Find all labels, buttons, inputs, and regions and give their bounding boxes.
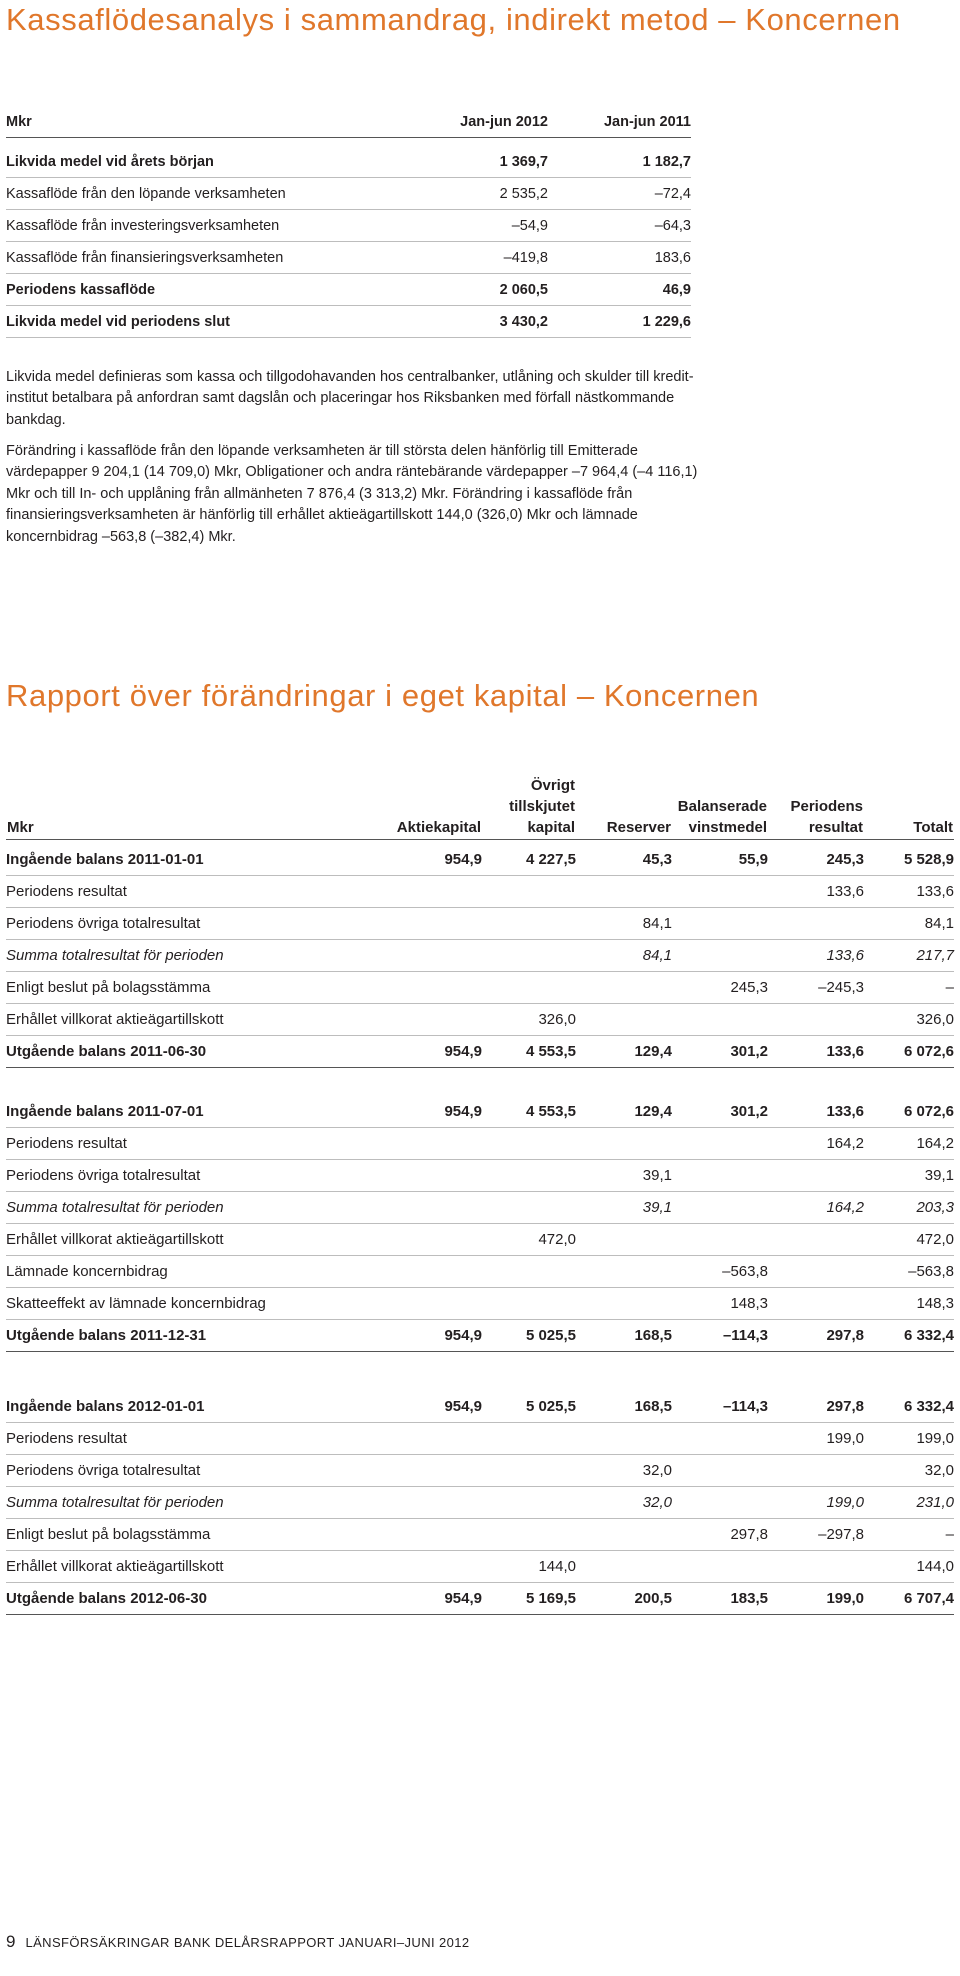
cell-value <box>672 1128 768 1160</box>
column-header: Periodens resultat <box>768 768 864 840</box>
cell-value <box>482 1192 576 1224</box>
table-row <box>6 1096 954 1128</box>
table-row <box>6 274 691 306</box>
table-row <box>6 306 691 338</box>
row-label: Periodens övriga totalresultat <box>6 1455 386 1487</box>
cell-value: 133,6 <box>768 1096 864 1128</box>
cell-value <box>386 1160 482 1192</box>
cell-value: 133,6 <box>864 876 954 908</box>
cell-value: 183,5 <box>672 1583 768 1615</box>
cell-value: 6 332,4 <box>864 1320 954 1352</box>
cell-value <box>768 1004 864 1036</box>
cell-value: 133,6 <box>768 940 864 972</box>
cell-value: 6 332,4 <box>864 1391 954 1423</box>
cell-value: 1 229,6 <box>548 306 691 338</box>
cell-value <box>386 1192 482 1224</box>
cell-value <box>672 1487 768 1519</box>
cell-value: 297,8 <box>768 1391 864 1423</box>
cell-value: 203,3 <box>864 1192 954 1224</box>
column-header: Balanserade vinstmedel <box>672 768 768 840</box>
table-row <box>6 1192 954 1224</box>
cell-value <box>386 1004 482 1036</box>
cell-value <box>672 1551 768 1583</box>
footer-text: LÄNSFÖRSÄKRINGAR BANK DELÅRSRAPPORT JANUARI–JUNI 2012 <box>25 1935 470 1950</box>
cell-value <box>672 876 768 908</box>
cell-value: 199,0 <box>768 1487 864 1519</box>
cash-definition-note: Likvida medel definieras som kassa och tillgodohavanden hos centralbanker, utlåning och skulder till kreditinstitut betalbara på anfordran samt dagslån och placeringar hos Riksbanken med förfall nästkommande bankdag. <box>6 369 694 428</box>
row-label: Likvida medel vid årets början <box>6 138 406 178</box>
cell-value: 32,0 <box>576 1487 672 1519</box>
cell-value: 6 707,4 <box>864 1583 954 1615</box>
table-row <box>6 1551 954 1583</box>
cell-value: 199,0 <box>768 1423 864 1455</box>
cell-value <box>768 1224 864 1256</box>
cell-value: 301,2 <box>672 1036 768 1068</box>
cell-value: 954,9 <box>386 844 482 876</box>
row-label: Lämnade koncernbidrag <box>6 1256 386 1288</box>
cell-value <box>482 940 576 972</box>
cell-value: 231,0 <box>864 1487 954 1519</box>
table-row <box>6 844 954 876</box>
cell-value: 148,3 <box>864 1288 954 1320</box>
cell-value <box>386 1487 482 1519</box>
cell-value <box>672 1192 768 1224</box>
cashflow-table <box>6 106 691 338</box>
cell-value: –114,3 <box>672 1320 768 1352</box>
row-label: Enligt beslut på bolagsstämma <box>6 1519 386 1551</box>
cell-value: 1 182,7 <box>548 138 691 178</box>
row-label: Ingående balans 2011-01-01 <box>6 844 386 876</box>
cell-value: 326,0 <box>864 1004 954 1036</box>
cell-value: 164,2 <box>864 1128 954 1160</box>
cell-value: 6 072,6 <box>864 1096 954 1128</box>
cell-value <box>672 1004 768 1036</box>
cell-value <box>576 1288 672 1320</box>
column-header: Mkr <box>6 768 386 840</box>
cell-value <box>482 972 576 1004</box>
cell-value: –245,3 <box>768 972 864 1004</box>
table-row <box>6 1160 954 1192</box>
cashflow-title: Kassaflödesanalys i sammandrag, indirekt metod – Koncernen <box>6 2 901 37</box>
cell-value: 129,4 <box>576 1036 672 1068</box>
cell-value: 46,9 <box>548 274 691 306</box>
cell-value: 954,9 <box>386 1036 482 1068</box>
cell-value <box>576 876 672 908</box>
cell-value <box>386 940 482 972</box>
row-label: Ingående balans 2011-07-01 <box>6 1096 386 1128</box>
cell-value: 133,6 <box>768 876 864 908</box>
cell-value <box>576 1256 672 1288</box>
cell-value: 5 025,5 <box>482 1320 576 1352</box>
cell-value: 4 227,5 <box>482 844 576 876</box>
cell-value <box>386 1256 482 1288</box>
table-row <box>6 1036 954 1068</box>
cell-value <box>672 940 768 972</box>
row-label: Periodens resultat <box>6 876 386 908</box>
equity-block-2011-h1 <box>6 844 954 1068</box>
cell-value: 144,0 <box>864 1551 954 1583</box>
cell-value <box>768 1551 864 1583</box>
cell-value: –563,8 <box>672 1256 768 1288</box>
equity-table-header <box>6 768 954 840</box>
cell-value <box>386 1519 482 1551</box>
cell-value: 199,0 <box>768 1583 864 1615</box>
cell-value: – <box>864 1519 954 1551</box>
cell-value: 39,1 <box>576 1160 672 1192</box>
cell-value: 148,3 <box>672 1288 768 1320</box>
table-row <box>6 1128 954 1160</box>
cell-value <box>576 1423 672 1455</box>
cell-value: 39,1 <box>576 1192 672 1224</box>
cell-value <box>482 1455 576 1487</box>
cell-value: 297,8 <box>672 1519 768 1551</box>
cell-value: –64,3 <box>548 210 691 242</box>
cell-value: –563,8 <box>864 1256 954 1288</box>
table-row <box>6 972 954 1004</box>
row-label: Erhållet villkorat aktieägartillskott <box>6 1004 386 1036</box>
cell-value: – <box>864 972 954 1004</box>
column-header: Reserver <box>576 768 672 840</box>
cell-value: 32,0 <box>576 1455 672 1487</box>
cell-value: 2 060,5 <box>406 274 548 306</box>
cell-value: 301,2 <box>672 1096 768 1128</box>
cell-value <box>386 972 482 1004</box>
cell-value: 2 535,2 <box>406 178 548 210</box>
cell-value: 3 430,2 <box>406 306 548 338</box>
table-row <box>6 1455 954 1487</box>
cell-value <box>672 1160 768 1192</box>
cell-value: 84,1 <box>576 908 672 940</box>
cell-value <box>482 1288 576 1320</box>
column-header: Jan-jun 2011 <box>548 106 691 138</box>
cell-value <box>768 1256 864 1288</box>
cell-value: 144,0 <box>482 1551 576 1583</box>
column-header: Övrigt tillskjutet kapital <box>482 768 576 840</box>
row-label: Likvida medel vid periodens slut <box>6 306 406 338</box>
cell-value: 5 025,5 <box>482 1391 576 1423</box>
cell-value <box>386 1455 482 1487</box>
row-label: Utgående balans 2011-06-30 <box>6 1036 386 1068</box>
cell-value: 183,6 <box>548 242 691 274</box>
table-header-row <box>6 106 691 138</box>
cell-value: 55,9 <box>672 844 768 876</box>
cell-value: –72,4 <box>548 178 691 210</box>
cell-value: –114,3 <box>672 1391 768 1423</box>
row-label: Periodens kassaflöde <box>6 274 406 306</box>
cell-value <box>482 876 576 908</box>
row-label: Skatteeffekt av lämnade koncernbidrag <box>6 1288 386 1320</box>
cell-value <box>482 908 576 940</box>
page-footer <box>6 1932 470 1952</box>
cell-value: –419,8 <box>406 242 548 274</box>
column-header: Totalt <box>864 768 954 840</box>
table-row <box>6 1583 954 1615</box>
table-row <box>6 940 954 972</box>
cell-value: 45,3 <box>576 844 672 876</box>
cell-value <box>576 1519 672 1551</box>
table-row <box>6 876 954 908</box>
cell-value <box>482 1128 576 1160</box>
equity-title: Rapport över förändringar i eget kapital – Koncernen <box>6 678 760 713</box>
table-row <box>6 178 691 210</box>
column-header: Aktiekapital <box>386 768 482 840</box>
cell-value <box>576 1004 672 1036</box>
cell-value: 4 553,5 <box>482 1036 576 1068</box>
table-row <box>6 210 691 242</box>
cell-value <box>386 1224 482 1256</box>
cell-value <box>386 1423 482 1455</box>
cell-value: 199,0 <box>864 1423 954 1455</box>
cell-value: 5 169,5 <box>482 1583 576 1615</box>
cell-value <box>576 1224 672 1256</box>
cell-value <box>672 1224 768 1256</box>
cell-value <box>768 1160 864 1192</box>
row-label: Kassaflöde från den löpande verksamheten <box>6 178 406 210</box>
cell-value: 133,6 <box>768 1036 864 1068</box>
cell-value: –54,9 <box>406 210 548 242</box>
cell-value <box>768 1455 864 1487</box>
cell-value: 245,3 <box>672 972 768 1004</box>
cell-value: 164,2 <box>768 1128 864 1160</box>
cell-value: 164,2 <box>768 1192 864 1224</box>
cell-value: 5 528,9 <box>864 844 954 876</box>
cell-value <box>482 1487 576 1519</box>
cell-value <box>386 908 482 940</box>
cell-value <box>482 1423 576 1455</box>
cell-value: 168,5 <box>576 1320 672 1352</box>
cell-value <box>768 1288 864 1320</box>
cell-value <box>482 1160 576 1192</box>
table-row <box>6 1391 954 1423</box>
row-label: Periodens övriga totalresultat <box>6 1160 386 1192</box>
cell-value: 217,7 <box>864 940 954 972</box>
row-label: Erhållet villkorat aktieägartillskott <box>6 1224 386 1256</box>
cell-value: 954,9 <box>386 1320 482 1352</box>
cell-value: 245,3 <box>768 844 864 876</box>
equity-block-2011-h2 <box>6 1096 954 1352</box>
table-row <box>6 138 691 178</box>
column-header: Mkr <box>6 106 406 138</box>
cell-value <box>386 876 482 908</box>
row-label: Utgående balans 2012-06-30 <box>6 1583 386 1615</box>
cell-value: –297,8 <box>768 1519 864 1551</box>
row-label: Kassaflöde från finansieringsverksamheten <box>6 242 406 274</box>
cell-value: 4 553,5 <box>482 1096 576 1128</box>
row-label: Summa totalresultat för perioden <box>6 1192 386 1224</box>
row-label: Periodens resultat <box>6 1128 386 1160</box>
row-label: Summa totalresultat för perioden <box>6 1487 386 1519</box>
cell-value <box>386 1128 482 1160</box>
cell-value: 472,0 <box>864 1224 954 1256</box>
row-label: Kassaflöde från investeringsverksamheten <box>6 210 406 242</box>
cell-value: 200,5 <box>576 1583 672 1615</box>
row-label: Ingående balans 2012-01-01 <box>6 1391 386 1423</box>
table-row <box>6 908 954 940</box>
cell-value: 954,9 <box>386 1096 482 1128</box>
cell-value <box>672 1455 768 1487</box>
table-row <box>6 1224 954 1256</box>
row-label: Utgående balans 2011-12-31 <box>6 1320 386 1352</box>
table-row <box>6 1487 954 1519</box>
table-row <box>6 1320 954 1352</box>
cell-value <box>672 1423 768 1455</box>
cell-value: 954,9 <box>386 1391 482 1423</box>
cell-value: 472,0 <box>482 1224 576 1256</box>
table-header-row <box>6 768 954 840</box>
cell-value: 6 072,6 <box>864 1036 954 1068</box>
cell-value <box>576 1551 672 1583</box>
cell-value: 1 369,7 <box>406 138 548 178</box>
column-header: Jan-jun 2012 <box>406 106 548 138</box>
cell-value: 129,4 <box>576 1096 672 1128</box>
cell-value: 84,1 <box>864 908 954 940</box>
table-row <box>6 1256 954 1288</box>
row-label: Periodens övriga totalresultat <box>6 908 386 940</box>
cashflow-commentary: Förändring i kassaflöde från den löpande verksamheten är till största delen hänförlig till Emitterade värdepapper 9 204,1 (14 709,0) Mkr, Obligationer och andra räntebärande värdepapper –7 964,4 (–4 116,1) Mkr och till In- och upplåning från allmänheten 7 876,4 (3 313,2) Mkr. Förändring i kassaflöde från finansieringsverksamheten är hänförlig till erhållet aktieägartillskott 144,0 (326,0) Mkr och lämnade koncernbidrag –563,8 (–382,4) Mkr. <box>6 443 698 545</box>
row-label: Summa totalresultat för perioden <box>6 940 386 972</box>
cell-value <box>768 908 864 940</box>
table-row <box>6 242 691 274</box>
row-label: Periodens resultat <box>6 1423 386 1455</box>
cell-value <box>576 972 672 1004</box>
cell-value: 168,5 <box>576 1391 672 1423</box>
table-row <box>6 1423 954 1455</box>
table-row <box>6 1519 954 1551</box>
cell-value: 39,1 <box>864 1160 954 1192</box>
page-number: 9 <box>6 1932 16 1951</box>
cell-value: 32,0 <box>864 1455 954 1487</box>
cell-value: 954,9 <box>386 1583 482 1615</box>
cell-value <box>482 1519 576 1551</box>
cell-value <box>386 1288 482 1320</box>
cell-value <box>386 1551 482 1583</box>
row-label: Erhållet villkorat aktieägartillskott <box>6 1551 386 1583</box>
cell-value <box>576 1128 672 1160</box>
cell-value <box>482 1256 576 1288</box>
equity-block-2012-h1 <box>6 1391 954 1615</box>
cell-value: 297,8 <box>768 1320 864 1352</box>
cell-value: 84,1 <box>576 940 672 972</box>
cell-value: 326,0 <box>482 1004 576 1036</box>
cell-value <box>672 908 768 940</box>
table-row <box>6 1004 954 1036</box>
row-label: Enligt beslut på bolagsstämma <box>6 972 386 1004</box>
table-row <box>6 1288 954 1320</box>
